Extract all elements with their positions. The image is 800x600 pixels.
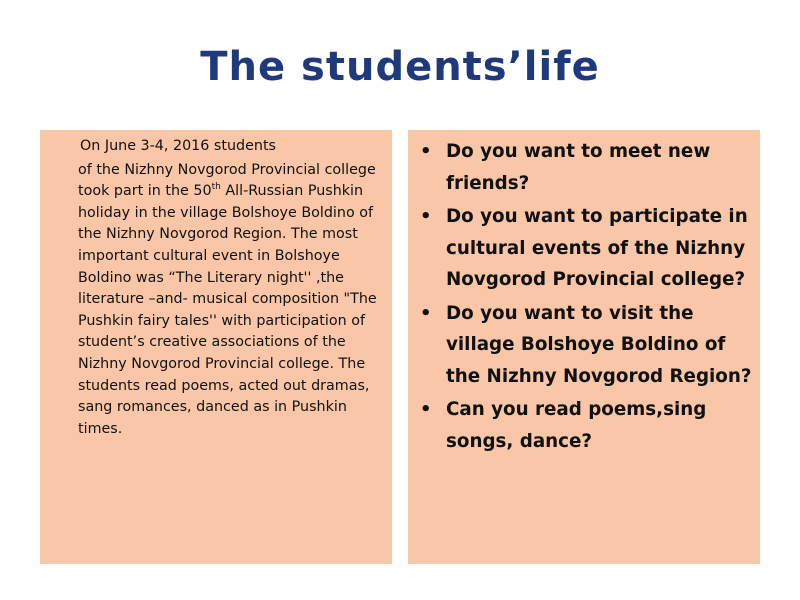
question-item xyxy=(416,201,756,296)
left-panel-paragraph xyxy=(78,136,390,440)
left-panel-superscript: th xyxy=(211,182,221,193)
left-panel-text-before-sup: of the Nizhny Novgorod Provincial college took part in the 50 xyxy=(78,161,376,200)
bullet-icon: • xyxy=(420,302,432,324)
question-text: Do you want to meet new friends? xyxy=(446,141,711,194)
right-questions-panel xyxy=(408,130,760,564)
question-item xyxy=(416,136,756,199)
question-item xyxy=(416,298,756,393)
left-text-panel xyxy=(40,130,392,564)
question-text: Do you want to participate in cultural events of the Nizhny Novgorod Provincial college? xyxy=(446,206,748,290)
left-panel-first-line: On June 3-4, 2016 students xyxy=(80,138,277,154)
bullet-icon: • xyxy=(420,399,432,420)
question-list xyxy=(416,136,756,459)
bullet-icon: • xyxy=(420,206,432,227)
question-text: Do you want to visit the village Bolshoye Boldino of the Nizhny Novgorod Region? xyxy=(446,302,752,387)
bullet-icon: • xyxy=(420,141,432,162)
question-text: Can you read poems,sing songs, dance? xyxy=(446,399,707,452)
slide-title: The students’life xyxy=(200,44,600,90)
left-panel-text-after-sup: All-Russian Pushkin holiday in the village Bolshoye Boldino of the Nizhny Novgorod Region. The most important cultural event in Bolshoye Boldino was “The Literary night'' ,the literature –and- musical composition "The Pushkin fairy tales'' with participation of student’s creative associations of the Nizhny Novgorod Provincial college. The students read poems, acted out dramas, sang romances, danced as in Pushkin times. xyxy=(78,183,377,437)
question-item xyxy=(416,394,756,457)
